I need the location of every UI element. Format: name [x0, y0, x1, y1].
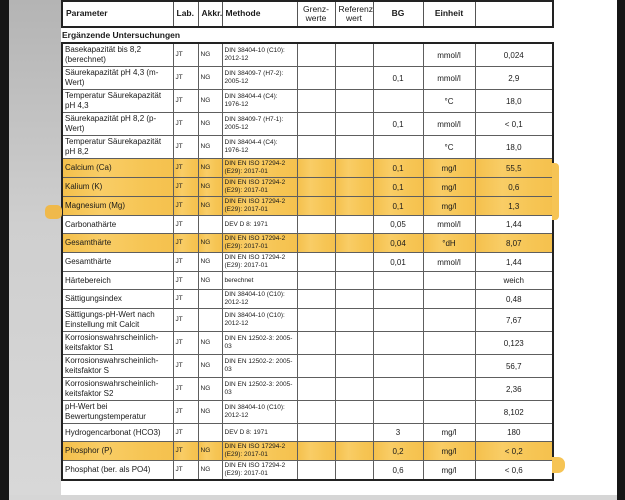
cell-einheit — [423, 309, 475, 332]
cell-wert: 2,36 — [475, 378, 553, 401]
cell-lab: JT — [173, 234, 198, 253]
cell-wert: 8,102 — [475, 401, 553, 424]
cell-lab: JT — [173, 290, 198, 309]
cell-wert: 1,44 — [475, 216, 553, 234]
cell-parameter: pH-Wert bei Bewertungstemperatur — [62, 401, 173, 424]
cell-einheit: mg/l — [423, 197, 475, 216]
cell-methode: DIN EN ISO 17294-2 (E29): 2017-01 — [222, 461, 297, 481]
cell-grenzwerte — [297, 234, 335, 253]
cell-wert: < 0,2 — [475, 442, 553, 461]
cell-wert: 0,48 — [475, 290, 553, 309]
cell-referenzwert — [335, 67, 373, 90]
cell-einheit: mg/l — [423, 159, 475, 178]
cell-parameter: Korrosionswahrscheinlich-keitsfaktor S2 — [62, 378, 173, 401]
cell-lab: JT — [173, 90, 198, 113]
cell-referenzwert — [335, 424, 373, 442]
cell-akkr: NG — [198, 332, 222, 355]
cell-parameter: Säurekapazität pH 4,3 (m-Wert) — [62, 67, 173, 90]
cell-bg — [373, 309, 423, 332]
cell-akkr: NG — [198, 159, 222, 178]
cell-parameter: Gesamthärte — [62, 253, 173, 272]
cell-bg — [373, 136, 423, 159]
cell-grenzwerte — [297, 90, 335, 113]
cell-akkr: NG — [198, 234, 222, 253]
cell-akkr: NG — [198, 90, 222, 113]
cell-methode: DIN EN 12502-2: 2005-03 — [222, 355, 297, 378]
cell-bg: 0,04 — [373, 234, 423, 253]
cell-wert: 2,9 — [475, 67, 553, 90]
cell-methode: DIN EN ISO 17294-2 (E29): 2017-01 — [222, 234, 297, 253]
cell-bg: 0,6 — [373, 461, 423, 481]
cell-lab: JT — [173, 355, 198, 378]
cell-einheit: mmol/l — [423, 43, 475, 67]
cell-methode: DIN EN ISO 17294-2 (E29): 2017-01 — [222, 159, 297, 178]
cell-wert: 18,0 — [475, 90, 553, 113]
cell-grenzwerte — [297, 378, 335, 401]
cell-wert: 1,3 — [475, 197, 553, 216]
cell-parameter: Sättigungsindex — [62, 290, 173, 309]
cell-referenzwert — [335, 290, 373, 309]
cell-grenzwerte — [297, 253, 335, 272]
cell-einheit: mg/l — [423, 178, 475, 197]
table-row — [62, 272, 553, 290]
cell-akkr: NG — [198, 43, 222, 67]
cell-parameter: Temperatur Säurekapazität pH 8,2 — [62, 136, 173, 159]
analysis-table-body — [61, 42, 554, 481]
cell-referenzwert — [335, 332, 373, 355]
cell-lab: JT — [173, 272, 198, 290]
cell-grenzwerte — [297, 136, 335, 159]
cell-parameter: Gesamthärte — [62, 234, 173, 253]
cell-referenzwert — [335, 197, 373, 216]
cell-bg: 0,2 — [373, 442, 423, 461]
cell-einheit: mmol/l — [423, 113, 475, 136]
table-row — [62, 401, 553, 424]
cell-wert: weich — [475, 272, 553, 290]
cell-methode: DIN 38409-7 (H7-2): 2005-12 — [222, 67, 297, 90]
cell-parameter: Basekapazität bis 8,2 (berechnet) — [62, 43, 173, 67]
cell-wert: 7,67 — [475, 309, 553, 332]
column-header-bg: BG — [373, 1, 423, 27]
cell-einheit — [423, 401, 475, 424]
cell-referenzwert — [335, 355, 373, 378]
section-title: Ergänzende Untersuchungen — [61, 28, 553, 42]
column-header-wert — [475, 1, 553, 27]
table-row — [62, 253, 553, 272]
table-row — [62, 332, 553, 355]
cell-methode: DIN 38404-4 (C4): 1976-12 — [222, 136, 297, 159]
cell-methode: berechnet — [222, 272, 297, 290]
table-row — [62, 136, 553, 159]
column-header-parameter: Parameter — [62, 1, 173, 27]
cell-bg: 0,1 — [373, 159, 423, 178]
cell-bg — [373, 43, 423, 67]
cell-einheit: °C — [423, 136, 475, 159]
cell-referenzwert — [335, 272, 373, 290]
table-row — [62, 424, 553, 442]
cell-akkr — [198, 290, 222, 309]
table-row — [62, 290, 553, 309]
table-row — [62, 159, 553, 178]
cell-grenzwerte — [297, 461, 335, 481]
cell-methode: DEV D 8: 1971 — [222, 424, 297, 442]
cell-methode: DIN EN 12502-3: 2005-03 — [222, 332, 297, 355]
cell-parameter: Phosphat (ber. als PO4) — [62, 461, 173, 481]
table-row — [62, 442, 553, 461]
cell-grenzwerte — [297, 216, 335, 234]
cell-einheit — [423, 355, 475, 378]
analysis-table-header — [61, 0, 554, 28]
cell-akkr — [198, 424, 222, 442]
cell-wert: 0,024 — [475, 43, 553, 67]
cell-wert: < 0,1 — [475, 113, 553, 136]
cell-referenzwert — [335, 309, 373, 332]
cell-wert: 0,123 — [475, 332, 553, 355]
cell-lab: JT — [173, 113, 198, 136]
cell-lab: JT — [173, 159, 198, 178]
column-header-akkr: Akkr. — [198, 1, 222, 27]
cell-parameter: Temperatur Säurekapazität pH 4,3 — [62, 90, 173, 113]
cell-parameter: Korrosionswahrscheinlich-keitsfaktor S1 — [62, 332, 173, 355]
lab-report-table-region — [61, 0, 553, 481]
cell-grenzwerte — [297, 272, 335, 290]
cell-akkr: NG — [198, 197, 222, 216]
cell-lab: JT — [173, 216, 198, 234]
cell-einheit — [423, 332, 475, 355]
cell-grenzwerte — [297, 442, 335, 461]
cell-lab: JT — [173, 442, 198, 461]
cell-einheit: °C — [423, 90, 475, 113]
table-row — [62, 90, 553, 113]
cell-grenzwerte — [297, 309, 335, 332]
cell-referenzwert — [335, 216, 373, 234]
cell-referenzwert — [335, 136, 373, 159]
cell-einheit: °dH — [423, 234, 475, 253]
cell-bg — [373, 332, 423, 355]
table-row — [62, 461, 553, 481]
cell-wert: 18,0 — [475, 136, 553, 159]
table-row — [62, 355, 553, 378]
cell-akkr: NG — [198, 442, 222, 461]
cell-methode: DIN 38404-10 (C10): 2012-12 — [222, 43, 297, 67]
cell-bg: 0,1 — [373, 113, 423, 136]
cell-lab: JT — [173, 401, 198, 424]
cell-bg — [373, 272, 423, 290]
cell-einheit: mg/l — [423, 424, 475, 442]
table-row — [62, 309, 553, 332]
cell-grenzwerte — [297, 332, 335, 355]
page-left-gutter — [9, 0, 61, 500]
table-row — [62, 234, 553, 253]
column-header-referenzwert: Referenz wert — [335, 1, 373, 27]
cell-referenzwert — [335, 378, 373, 401]
highlighter-stroke-magnesium-left — [45, 205, 62, 219]
cell-methode: DIN EN ISO 17294-2 (E29): 2017-01 — [222, 178, 297, 197]
cell-parameter: Säurekapazität pH 8,2 (p-Wert) — [62, 113, 173, 136]
cell-lab: JT — [173, 309, 198, 332]
cell-akkr: NG — [198, 272, 222, 290]
cell-methode: DIN EN ISO 17294-2 (E29): 2017-01 — [222, 442, 297, 461]
cell-bg: 0,1 — [373, 197, 423, 216]
cell-wert: < 0,6 — [475, 461, 553, 481]
cell-referenzwert — [335, 253, 373, 272]
cell-grenzwerte — [297, 290, 335, 309]
cell-akkr: NG — [198, 178, 222, 197]
cell-parameter: Phosphor (P) — [62, 442, 173, 461]
cell-methode: DIN EN ISO 17294-2 (E29): 2017-01 — [222, 253, 297, 272]
cell-grenzwerte — [297, 43, 335, 67]
cell-methode: DIN EN ISO 17294-2 (E29): 2017-01 — [222, 197, 297, 216]
cell-wert: 0,6 — [475, 178, 553, 197]
cell-bg — [373, 355, 423, 378]
cell-parameter: Kalium (K) — [62, 178, 173, 197]
column-header-methode: Methode — [222, 1, 297, 27]
cell-einheit — [423, 290, 475, 309]
cell-lab: JT — [173, 332, 198, 355]
cell-akkr — [198, 309, 222, 332]
cell-wert: 8,07 — [475, 234, 553, 253]
screenshot-right-edge — [617, 0, 625, 500]
cell-wert: 56,7 — [475, 355, 553, 378]
table-row — [62, 216, 553, 234]
cell-wert: 180 — [475, 424, 553, 442]
cell-parameter: Korrosionswahrscheinlich-keitsfaktor S — [62, 355, 173, 378]
cell-referenzwert — [335, 442, 373, 461]
cell-parameter: Härtebereich — [62, 272, 173, 290]
cell-methode: DIN 38409-7 (H7-1): 2005-12 — [222, 113, 297, 136]
cell-grenzwerte — [297, 197, 335, 216]
cell-akkr: NG — [198, 401, 222, 424]
cell-einheit: mg/l — [423, 442, 475, 461]
cell-akkr: NG — [198, 378, 222, 401]
table-row — [62, 113, 553, 136]
cell-einheit — [423, 272, 475, 290]
cell-lab: JT — [173, 197, 198, 216]
header-row — [62, 1, 553, 27]
cell-lab: JT — [173, 67, 198, 90]
cell-grenzwerte — [297, 67, 335, 90]
cell-bg: 0,01 — [373, 253, 423, 272]
table-row — [62, 67, 553, 90]
cell-bg — [373, 90, 423, 113]
cell-parameter: Carbonathärte — [62, 216, 173, 234]
column-header-grenzwerte: Grenz-werte — [297, 1, 335, 27]
cell-referenzwert — [335, 43, 373, 67]
cell-bg: 0,1 — [373, 178, 423, 197]
cell-methode: DIN 38404-10 (C10): 2012-12 — [222, 401, 297, 424]
cell-grenzwerte — [297, 355, 335, 378]
cell-parameter: Sättigungs-pH-Wert nach Einstellung mit Calcit — [62, 309, 173, 332]
cell-parameter: Magnesium (Mg) — [62, 197, 173, 216]
cell-referenzwert — [335, 461, 373, 481]
cell-akkr — [198, 216, 222, 234]
cell-akkr: NG — [198, 67, 222, 90]
cell-grenzwerte — [297, 424, 335, 442]
cell-wert: 55,5 — [475, 159, 553, 178]
cell-lab: JT — [173, 461, 198, 481]
cell-akkr: NG — [198, 253, 222, 272]
cell-referenzwert — [335, 90, 373, 113]
column-header-einheit: Einheit — [423, 1, 475, 27]
cell-einheit: mmol/l — [423, 253, 475, 272]
page-bottom-edge — [9, 495, 617, 500]
cell-referenzwert — [335, 178, 373, 197]
cell-grenzwerte — [297, 159, 335, 178]
cell-referenzwert — [335, 113, 373, 136]
cell-einheit — [423, 378, 475, 401]
cell-bg: 0,1 — [373, 67, 423, 90]
cell-referenzwert — [335, 234, 373, 253]
screenshot-left-edge — [0, 0, 9, 500]
cell-parameter: Hydrogencarbonat (HCO3) — [62, 424, 173, 442]
cell-lab: JT — [173, 424, 198, 442]
table-row — [62, 378, 553, 401]
cell-parameter: Calcium (Ca) — [62, 159, 173, 178]
cell-grenzwerte — [297, 401, 335, 424]
cell-lab: JT — [173, 378, 198, 401]
cell-referenzwert — [335, 401, 373, 424]
cell-bg — [373, 290, 423, 309]
highlighter-stroke-calcium-block — [552, 163, 559, 220]
cell-lab: JT — [173, 43, 198, 67]
cell-methode: DIN 38404-10 (C10): 2012-12 — [222, 309, 297, 332]
cell-lab: JT — [173, 136, 198, 159]
cell-einheit: mmol/l — [423, 216, 475, 234]
cell-bg: 0,05 — [373, 216, 423, 234]
cell-wert: 1,44 — [475, 253, 553, 272]
cell-grenzwerte — [297, 178, 335, 197]
cell-methode: DEV D 8: 1971 — [222, 216, 297, 234]
cell-lab: JT — [173, 253, 198, 272]
cell-referenzwert — [335, 159, 373, 178]
cell-bg — [373, 401, 423, 424]
table-row — [62, 178, 553, 197]
cell-methode: DIN 38404-10 (C10): 2012-12 — [222, 290, 297, 309]
cell-einheit: mmol/l — [423, 67, 475, 90]
cell-akkr: NG — [198, 355, 222, 378]
cell-akkr: NG — [198, 136, 222, 159]
cell-akkr: NG — [198, 461, 222, 481]
cell-einheit: mg/l — [423, 461, 475, 481]
cell-methode: DIN 38404-4 (C4): 1976-12 — [222, 90, 297, 113]
column-header-lab: Lab. — [173, 1, 198, 27]
table-row — [62, 197, 553, 216]
cell-grenzwerte — [297, 113, 335, 136]
cell-lab: JT — [173, 178, 198, 197]
cell-akkr: NG — [198, 113, 222, 136]
cell-bg — [373, 378, 423, 401]
highlighter-stroke-phosphor-right — [552, 457, 565, 473]
cell-bg: 3 — [373, 424, 423, 442]
table-row — [62, 43, 553, 67]
cell-methode: DIN EN 12502-3: 2005-03 — [222, 378, 297, 401]
